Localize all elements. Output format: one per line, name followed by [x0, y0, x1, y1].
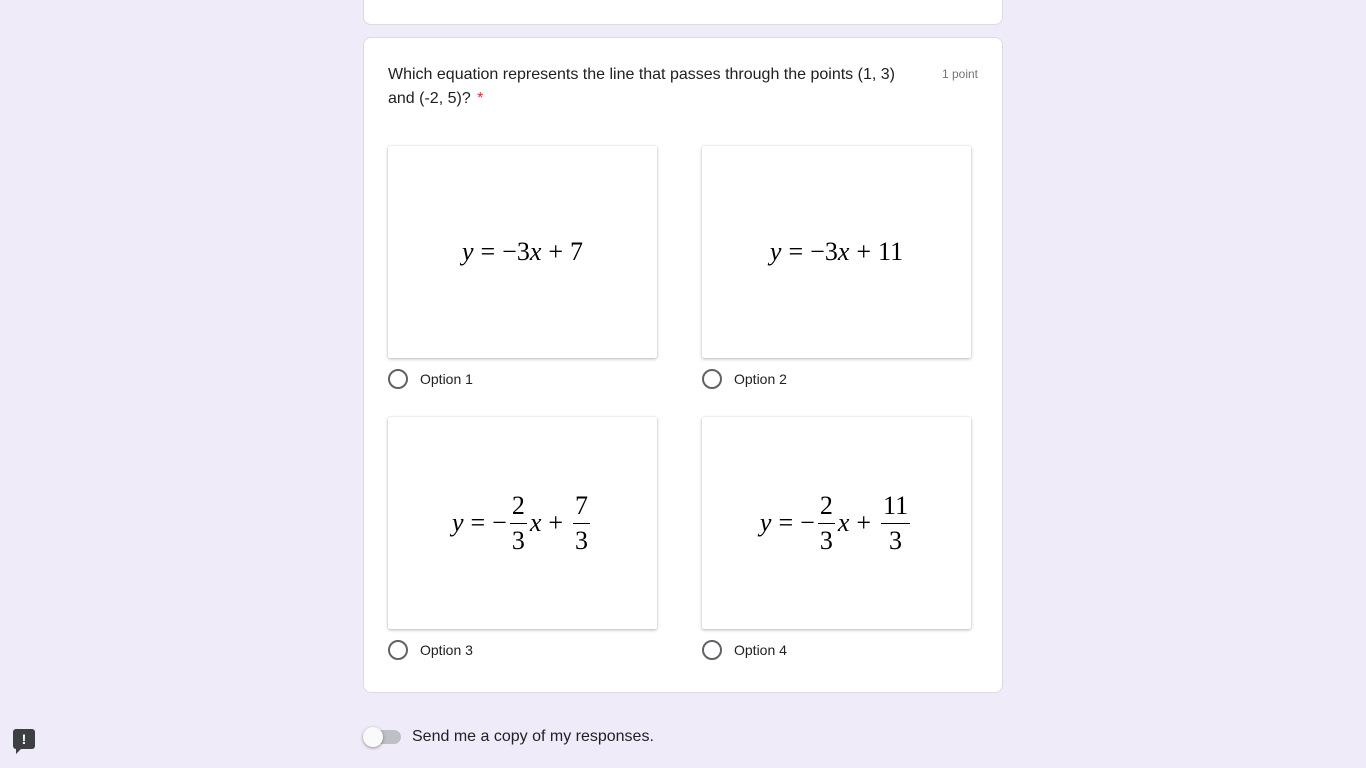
eq-coef-fraction: [818, 490, 835, 555]
eq-plus: +: [548, 237, 564, 266]
eq-x: x: [837, 237, 850, 266]
report-feedback-icon[interactable]: !: [13, 729, 35, 749]
eq-coef-denominator: 3: [819, 525, 833, 555]
option-3-radio[interactable]: [388, 640, 408, 660]
option-4-equation: [759, 490, 913, 555]
question-text: Which equation represents the line that passes through the points (1, 3) and (-2, 5)?: [388, 66, 895, 107]
option-1-choice[interactable]: [388, 367, 473, 391]
eq-x: x: [529, 237, 542, 266]
option-2-equation: [770, 237, 903, 267]
send-copy-label: Send me a copy of my responses.: [412, 728, 654, 745]
option-3-choice[interactable]: [388, 638, 473, 662]
eq-y: y: [451, 508, 464, 537]
eq-equals: =: [470, 508, 486, 537]
eq-coef: 3: [824, 237, 838, 266]
option-4-label: Option 4: [734, 642, 787, 658]
eq-minus: −: [800, 508, 815, 537]
eq-plus: +: [856, 508, 872, 537]
option-4-radio[interactable]: [702, 640, 722, 660]
eq-const-numerator: 7: [573, 493, 590, 524]
eq-y: y: [461, 237, 474, 266]
eq-const: 7: [570, 237, 584, 266]
option-3-equation: [451, 490, 593, 555]
send-copy-row[interactable]: [363, 725, 654, 749]
option-1-radio[interactable]: [388, 369, 408, 389]
question-points: 1 point: [941, 67, 978, 81]
option-2-label: Option 2: [734, 371, 787, 387]
question-title: [388, 63, 918, 111]
eq-minus: −: [502, 237, 517, 266]
eq-coef: 3: [516, 237, 530, 266]
eq-coef-numerator: 2: [818, 493, 835, 524]
eq-const-fraction: [573, 490, 590, 555]
send-copy-toggle[interactable]: [363, 730, 401, 744]
eq-coef-fraction: [510, 490, 527, 555]
option-4-image[interactable]: [702, 417, 971, 629]
eq-x: x: [837, 508, 850, 537]
eq-const-denominator: 3: [889, 525, 903, 555]
eq-y: y: [759, 508, 772, 537]
option-2-choice[interactable]: [702, 367, 787, 391]
eq-minus: −: [492, 508, 507, 537]
required-asterisk: *: [477, 90, 484, 107]
toggle-thumb: [363, 727, 383, 747]
eq-equals: =: [778, 508, 794, 537]
eq-coef-denominator: 3: [511, 525, 525, 555]
eq-const-numerator: 11: [881, 493, 910, 524]
eq-x: x: [529, 508, 542, 537]
eq-const: 11: [878, 237, 904, 266]
eq-const-denominator: 3: [575, 525, 589, 555]
option-2-radio[interactable]: [702, 369, 722, 389]
question-card: [363, 37, 1003, 693]
option-3-image[interactable]: [388, 417, 657, 629]
eq-equals: =: [480, 237, 496, 266]
eq-plus: +: [856, 237, 872, 266]
eq-coef-numerator: 2: [510, 493, 527, 524]
previous-question-card: [363, 0, 1003, 25]
eq-const-fraction: [881, 490, 910, 555]
option-1-image[interactable]: [388, 146, 657, 358]
option-1-label: Option 1: [420, 371, 473, 387]
option-1-equation: [462, 237, 583, 267]
option-2-image[interactable]: [702, 146, 971, 358]
eq-y: y: [769, 237, 782, 266]
option-4-choice[interactable]: [702, 638, 787, 662]
eq-equals: =: [788, 237, 804, 266]
option-3-label: Option 3: [420, 642, 473, 658]
eq-minus: −: [810, 237, 825, 266]
eq-plus: +: [548, 508, 564, 537]
